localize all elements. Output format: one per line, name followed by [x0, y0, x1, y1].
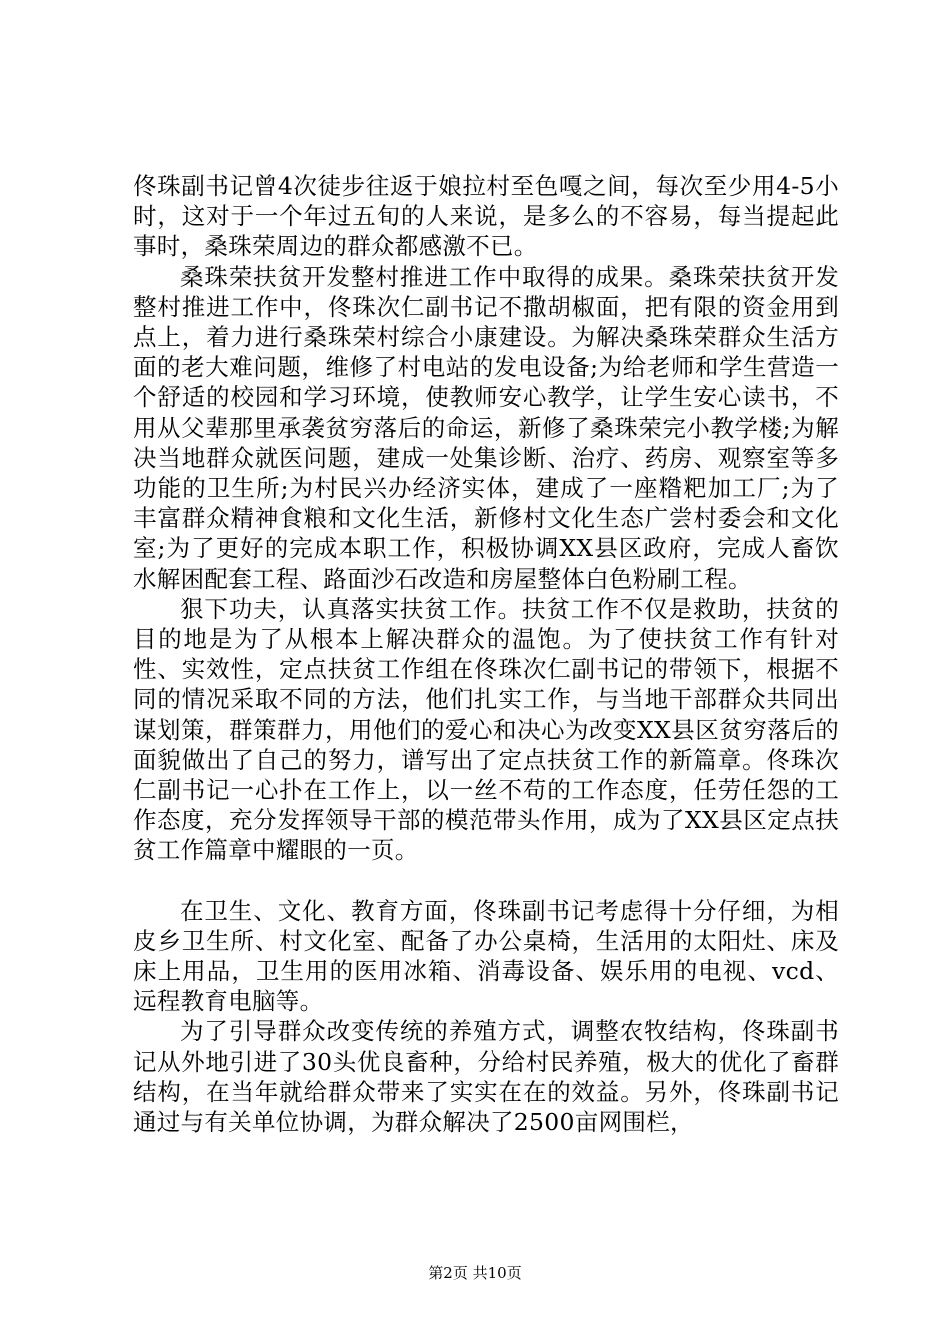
page-number-footer: 第2页 共10页	[428, 1264, 522, 1282]
document-body	[133, 171, 839, 1137]
paragraph-4: 在卫生、文化、教育方面，佟珠副书记考虑得十分仔细，为相皮乡卫生所、村文化室、配备了办公桌椅，生活用的太阳灶、床及床上用品，卫生用的医用冰箱、消毒设备、娱乐用的电视、vcd、远程教育电脑等。	[133, 896, 839, 1016]
paragraph-spacer	[133, 866, 839, 896]
paragraph-3: 狠下功夫，认真落实扶贫工作。扶贫工作不仅是救助，扶贫的目的地是为了从根本上解决群众的温饱。为了使扶贫工作有针对性、实效性，定点扶贫工作组在佟珠次仁副书记的带领下，根据不同的情况采取不同的方法，他们扎实工作，与当地干部群众共同出谋划策，群策群力，用他们的爱心和决心为改变XX县区贫穷落后的面貌做出了自己的努力，谱写出了定点扶贫工作的新篇章。佟珠次仁副书记一心扑在工作上，以一丝不苟的工作态度，任劳任怨的工作态度，充分发挥领导干部的模范带头作用，成为了XX县区定点扶贫工作篇章中耀眼的一页。	[133, 594, 839, 865]
paragraph-1: 佟珠副书记曾4次徒步往返于娘拉村至色嘎之间，每次至少用4-5小时，这对于一个年过五旬的人来说，是多么的不容易，每当提起此事时，桑珠荣周边的群众都感激不已。	[133, 172, 839, 261]
paragraph-2: 桑珠荣扶贫开发整村推进工作中取得的成果。桑珠荣扶贫开发整村推进工作中，佟珠次仁副书记不撒胡椒面，把有限的资金用到点上，着力进行桑珠荣村综合小康建设。为解决桑珠荣群众生活方面的老大难问题，维修了村电站的发电设备;为给老师和学生营造一个舒适的校园和学习环境，使教师安心教学，让学生安心读书，不用从父辈那里承袭贫穷落后的命运，新修了桑珠荣完小教学楼;为解决当地群众就医问题，建成一处集诊断、治疗、药房、观察室等多功能的卫生所;为村民兴办经济实体，建成了一座糌粑加工厂;为了丰富群众精神食粮和文化生活，新修村文化生态广尝村委会和文化室;为了更好的完成本职工作，积极协调XX县区政府，完成人畜饮水解困配套工程、路面沙石改造和房屋整体白色粉刷工程。	[133, 262, 839, 593]
paragraph-5: 为了引导群众改变传统的养殖方式，调整农牧结构，佟珠副书记从外地引进了30头优良畜种，分给村民养殖，极大的优化了畜群结构，在当年就给群众带来了实实在在的效益。另外，佟珠副书记通过与有关单位协调，为群众解决了2500亩网围栏，	[133, 1017, 839, 1137]
